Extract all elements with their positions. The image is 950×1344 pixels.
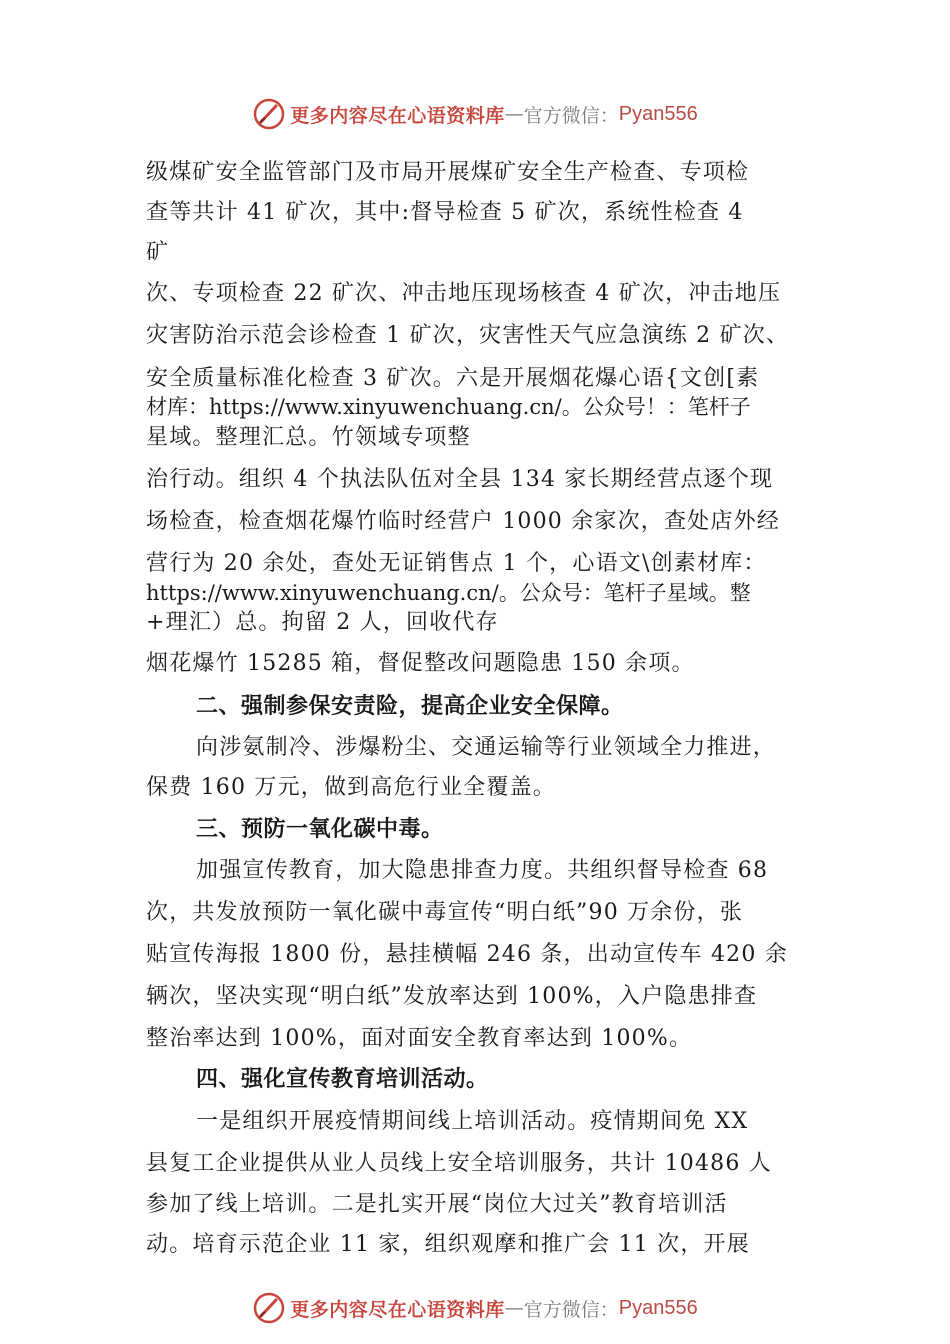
banner-separator: — [504, 1297, 524, 1319]
banner-wechat-label: 官方微信： [523, 104, 619, 127]
text-line: 营行为 20 余处，查处无证销售点 1 个，心语文\创素材库： [146, 551, 767, 576]
banner-separator: — [504, 103, 524, 125]
section-heading-2: 二、强制参保安责险，提高企业安全保障。 [196, 694, 624, 719]
text-line: 辆次，坚决实现“明白纸”发放率达到 100%，入户隐患排查 [146, 984, 758, 1009]
text-line: 贴宣传海报 1800 份，悬挂横幅 246 条，出动宣传车 420 余 [146, 942, 788, 967]
text-line: 次、专项检查 22 矿次、冲击地压现场核查 4 矿次，冲击地压 [146, 281, 782, 306]
banner-text: 更多内容尽在心语资料库 [290, 104, 505, 127]
text-line: 灾害防治示范会诊检查 1 矿次，灾害性天气应急演练 2 矿次、 [146, 323, 790, 348]
text-line: 参加了线上培训。二是扎实开展“岗位大过关”教育培训活 [146, 1192, 728, 1217]
text-line: 县复工企业提供从业人员线上安全培训服务，共计 10486 人 [146, 1151, 772, 1176]
text-line: +理汇）总。拘留 2 人，回收代存 [146, 610, 499, 635]
footer-watermark-banner [0, 1288, 950, 1328]
banner-text: 更多内容尽在心语资料库 [290, 1298, 505, 1321]
banner-wechat-label: 官方微信： [523, 1298, 619, 1321]
text-line: 材库：https://www.xinyuwenchuang.cn/。公众号！：笔杆子 [146, 395, 751, 419]
text-line: 动。培育示范企业 11 家，组织观摩和推广会 11 次，开展 [146, 1232, 750, 1257]
text-line: 整治率达到 100%，面对面安全教育率达到 100%。 [146, 1026, 693, 1051]
text-line: 一是组织开展疫情期间线上培训活动。疫情期间免 XX [196, 1109, 749, 1134]
text-line: https://www.xinyuwenchuang.cn/。公众号：笔杆子星域。整 [146, 581, 751, 605]
section-heading-3: 三、预防一氧化碳中毒。 [196, 817, 444, 842]
text-line: 次，共发放预防一氧化碳中毒宣传“明白纸”90 万余份，张 [146, 900, 744, 925]
banner-wechat-id: Pyan556 [618, 102, 698, 125]
text-line: 烟花爆竹 15285 箱，督促整改问题隐患 150 余项。 [146, 651, 695, 676]
text-line: 保费 160 万元，做到高危行业全覆盖。 [146, 775, 556, 800]
text-line: 安全质量标准化检查 3 矿次。六是开展烟花爆心语{文创[素 [146, 366, 760, 391]
text-line: 场检查，检查烟花爆竹临时经营户 1000 余家次，查处店外经 [146, 509, 780, 534]
section-heading-4: 四、强化宣传教育培训活动。 [196, 1067, 489, 1092]
text-line: 查等共计 41 矿次，其中:督导检查 5 矿次，系统性检查 4 [146, 200, 744, 225]
text-line: 级煤矿安全监管部门及市局开展煤矿安全生产检查、专项检 [146, 160, 750, 185]
text-line: 星域。整理汇总。竹领域专项整 [146, 425, 471, 450]
text-line: 向涉氨制冷、涉爆粉尘、交通运输等行业领域全力推进， [196, 735, 777, 760]
brush-logo-icon [252, 1291, 286, 1325]
text-line: 加强宣传教育，加大隐患排查力度。共组织督导检查 68 [196, 858, 769, 883]
text-line: 治行动。组织 4 个执法队伍对全县 134 家长期经营点逐个现 [146, 467, 774, 492]
text-line: 矿 [146, 240, 170, 265]
banner-wechat-id: Pyan556 [618, 1296, 698, 1319]
